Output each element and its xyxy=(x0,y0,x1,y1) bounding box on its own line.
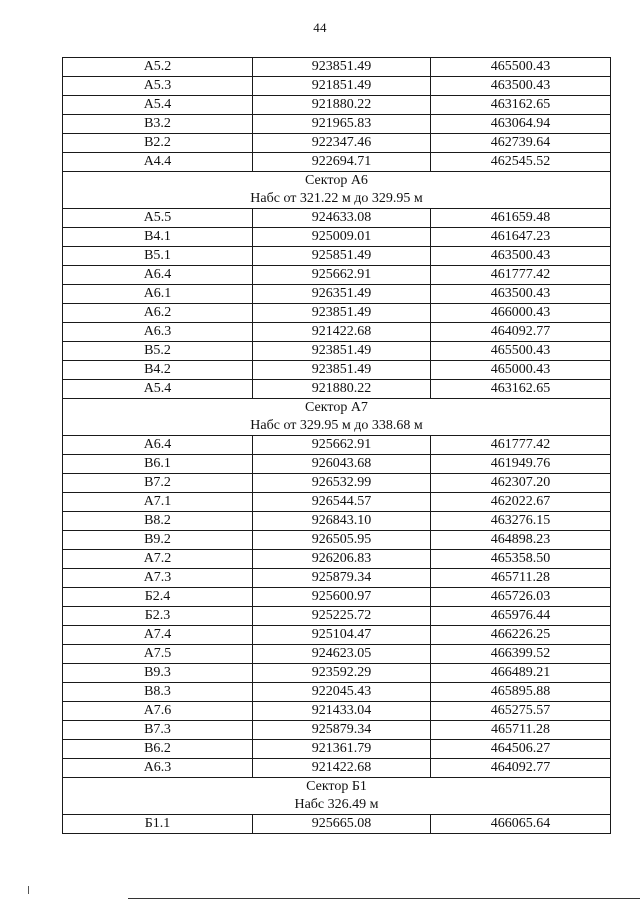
point-id-cell: В7.3 xyxy=(63,721,253,740)
x-coordinate-cell: 925851.49 xyxy=(253,247,431,266)
y-coordinate-cell: 463064.94 xyxy=(431,115,611,134)
x-coordinate-cell: 922045.43 xyxy=(253,683,431,702)
point-id-cell: А6.3 xyxy=(63,759,253,778)
point-id-cell: А4.4 xyxy=(63,153,253,172)
x-coordinate-cell: 926351.49 xyxy=(253,285,431,304)
x-coordinate-cell: 921422.68 xyxy=(253,323,431,342)
y-coordinate-cell: 462545.52 xyxy=(431,153,611,172)
table-row xyxy=(63,550,611,569)
point-id-cell: Б1.1 xyxy=(63,815,253,834)
y-coordinate-cell: 462307.20 xyxy=(431,474,611,493)
table-row xyxy=(63,664,611,683)
sector-elevation: Набс от 321.22 м до 329.95 м xyxy=(63,190,611,209)
sector-title: Сектор А6 xyxy=(63,172,611,191)
y-coordinate-cell: 464092.77 xyxy=(431,323,611,342)
table-row xyxy=(63,436,611,455)
y-coordinate-cell: 461777.42 xyxy=(431,266,611,285)
table-row xyxy=(63,455,611,474)
x-coordinate-cell: 924633.08 xyxy=(253,209,431,228)
x-coordinate-cell: 921422.68 xyxy=(253,759,431,778)
table-row xyxy=(63,247,611,266)
x-coordinate-cell: 925662.91 xyxy=(253,266,431,285)
table-row xyxy=(63,815,611,834)
table-row xyxy=(63,740,611,759)
y-coordinate-cell: 463500.43 xyxy=(431,247,611,266)
x-coordinate-cell: 921880.22 xyxy=(253,96,431,115)
point-id-cell: А7.5 xyxy=(63,645,253,664)
table-row xyxy=(63,58,611,77)
x-coordinate-cell: 923851.49 xyxy=(253,304,431,323)
point-id-cell: А6.1 xyxy=(63,285,253,304)
sector-title-row xyxy=(63,399,611,418)
point-id-cell: В9.2 xyxy=(63,531,253,550)
point-id-cell: В8.3 xyxy=(63,683,253,702)
x-coordinate-cell: 925879.34 xyxy=(253,721,431,740)
y-coordinate-cell: 465711.28 xyxy=(431,569,611,588)
y-coordinate-cell: 465976.44 xyxy=(431,607,611,626)
table-row xyxy=(63,285,611,304)
scan-mark xyxy=(28,886,29,894)
x-coordinate-cell: 926043.68 xyxy=(253,455,431,474)
point-id-cell: А5.3 xyxy=(63,77,253,96)
point-id-cell: А6.3 xyxy=(63,323,253,342)
x-coordinate-cell: 923851.49 xyxy=(253,342,431,361)
point-id-cell: В9.3 xyxy=(63,664,253,683)
table-row xyxy=(63,626,611,645)
table-row xyxy=(63,474,611,493)
y-coordinate-cell: 465275.57 xyxy=(431,702,611,721)
y-coordinate-cell: 463276.15 xyxy=(431,512,611,531)
x-coordinate-cell: 923592.29 xyxy=(253,664,431,683)
point-id-cell: В3.2 xyxy=(63,115,253,134)
point-id-cell: А7.1 xyxy=(63,493,253,512)
table-row xyxy=(63,323,611,342)
y-coordinate-cell: 465500.43 xyxy=(431,342,611,361)
y-coordinate-cell: 461777.42 xyxy=(431,436,611,455)
y-coordinate-cell: 466489.21 xyxy=(431,664,611,683)
x-coordinate-cell: 926505.95 xyxy=(253,531,431,550)
table-row xyxy=(63,77,611,96)
point-id-cell: А7.3 xyxy=(63,569,253,588)
sector-title: Сектор А7 xyxy=(63,399,611,418)
point-id-cell: В2.2 xyxy=(63,134,253,153)
table-row xyxy=(63,153,611,172)
x-coordinate-cell: 925225.72 xyxy=(253,607,431,626)
x-coordinate-cell: 921880.22 xyxy=(253,380,431,399)
x-coordinate-cell: 925879.34 xyxy=(253,569,431,588)
y-coordinate-cell: 461659.48 xyxy=(431,209,611,228)
bottom-scan-line xyxy=(128,898,640,899)
point-id-cell: А7.4 xyxy=(63,626,253,645)
table-row xyxy=(63,531,611,550)
table-row xyxy=(63,209,611,228)
table-row xyxy=(63,645,611,664)
x-coordinate-cell: 922347.46 xyxy=(253,134,431,153)
point-id-cell: В4.2 xyxy=(63,361,253,380)
point-id-cell: Б2.3 xyxy=(63,607,253,626)
point-id-cell: В8.2 xyxy=(63,512,253,531)
y-coordinate-cell: 463500.43 xyxy=(431,77,611,96)
table-row xyxy=(63,304,611,323)
x-coordinate-cell: 923851.49 xyxy=(253,361,431,380)
point-id-cell: В6.1 xyxy=(63,455,253,474)
x-coordinate-cell: 925665.08 xyxy=(253,815,431,834)
y-coordinate-cell: 463162.65 xyxy=(431,380,611,399)
table-row xyxy=(63,380,611,399)
table-row xyxy=(63,96,611,115)
coordinates-table xyxy=(62,57,611,834)
table-row xyxy=(63,683,611,702)
table-row xyxy=(63,721,611,740)
y-coordinate-cell: 464898.23 xyxy=(431,531,611,550)
table-row xyxy=(63,361,611,380)
point-id-cell: Б2.4 xyxy=(63,588,253,607)
y-coordinate-cell: 465726.03 xyxy=(431,588,611,607)
y-coordinate-cell: 465711.28 xyxy=(431,721,611,740)
table-row xyxy=(63,588,611,607)
table-row xyxy=(63,342,611,361)
y-coordinate-cell: 466065.64 xyxy=(431,815,611,834)
coordinates-table-wrap xyxy=(62,57,610,834)
table-row xyxy=(63,134,611,153)
x-coordinate-cell: 926843.10 xyxy=(253,512,431,531)
y-coordinate-cell: 463500.43 xyxy=(431,285,611,304)
y-coordinate-cell: 465000.43 xyxy=(431,361,611,380)
point-id-cell: А6.4 xyxy=(63,266,253,285)
point-id-cell: А5.2 xyxy=(63,58,253,77)
point-id-cell: А7.6 xyxy=(63,702,253,721)
point-id-cell: А5.4 xyxy=(63,380,253,399)
x-coordinate-cell: 926532.99 xyxy=(253,474,431,493)
y-coordinate-cell: 462739.64 xyxy=(431,134,611,153)
sector-elevation-row xyxy=(63,190,611,209)
y-coordinate-cell: 466000.43 xyxy=(431,304,611,323)
point-id-cell: В5.2 xyxy=(63,342,253,361)
point-id-cell: В4.1 xyxy=(63,228,253,247)
x-coordinate-cell: 925600.97 xyxy=(253,588,431,607)
y-coordinate-cell: 464506.27 xyxy=(431,740,611,759)
x-coordinate-cell: 925662.91 xyxy=(253,436,431,455)
y-coordinate-cell: 465358.50 xyxy=(431,550,611,569)
point-id-cell: А6.2 xyxy=(63,304,253,323)
point-id-cell: А7.2 xyxy=(63,550,253,569)
x-coordinate-cell: 926206.83 xyxy=(253,550,431,569)
point-id-cell: А5.5 xyxy=(63,209,253,228)
sector-title: Сектор Б1 xyxy=(63,778,611,797)
sector-elevation-row xyxy=(63,417,611,436)
x-coordinate-cell: 924623.05 xyxy=(253,645,431,664)
x-coordinate-cell: 921851.49 xyxy=(253,77,431,96)
table-row xyxy=(63,493,611,512)
sector-title-row xyxy=(63,172,611,191)
y-coordinate-cell: 466399.52 xyxy=(431,645,611,664)
table-row xyxy=(63,228,611,247)
table-row xyxy=(63,266,611,285)
y-coordinate-cell: 465895.88 xyxy=(431,683,611,702)
table-row xyxy=(63,759,611,778)
point-id-cell: А6.4 xyxy=(63,436,253,455)
y-coordinate-cell: 461647.23 xyxy=(431,228,611,247)
x-coordinate-cell: 923851.49 xyxy=(253,58,431,77)
sector-elevation: Набс от 329.95 м до 338.68 м xyxy=(63,417,611,436)
point-id-cell: А5.4 xyxy=(63,96,253,115)
point-id-cell: В6.2 xyxy=(63,740,253,759)
y-coordinate-cell: 463162.65 xyxy=(431,96,611,115)
y-coordinate-cell: 465500.43 xyxy=(431,58,611,77)
table-row xyxy=(63,607,611,626)
x-coordinate-cell: 925104.47 xyxy=(253,626,431,645)
y-coordinate-cell: 464092.77 xyxy=(431,759,611,778)
sector-title-row xyxy=(63,778,611,797)
sector-elevation: Набс 326.49 м xyxy=(63,796,611,815)
y-coordinate-cell: 466226.25 xyxy=(431,626,611,645)
x-coordinate-cell: 921965.83 xyxy=(253,115,431,134)
point-id-cell: В7.2 xyxy=(63,474,253,493)
point-id-cell: В5.1 xyxy=(63,247,253,266)
y-coordinate-cell: 461949.76 xyxy=(431,455,611,474)
page-number: 44 xyxy=(313,20,327,35)
x-coordinate-cell: 926544.57 xyxy=(253,493,431,512)
x-coordinate-cell: 922694.71 xyxy=(253,153,431,172)
x-coordinate-cell: 921433.04 xyxy=(253,702,431,721)
table-row xyxy=(63,702,611,721)
table-row xyxy=(63,115,611,134)
x-coordinate-cell: 925009.01 xyxy=(253,228,431,247)
y-coordinate-cell: 462022.67 xyxy=(431,493,611,512)
table-row xyxy=(63,512,611,531)
table-row xyxy=(63,569,611,588)
sector-elevation-row xyxy=(63,796,611,815)
x-coordinate-cell: 921361.79 xyxy=(253,740,431,759)
